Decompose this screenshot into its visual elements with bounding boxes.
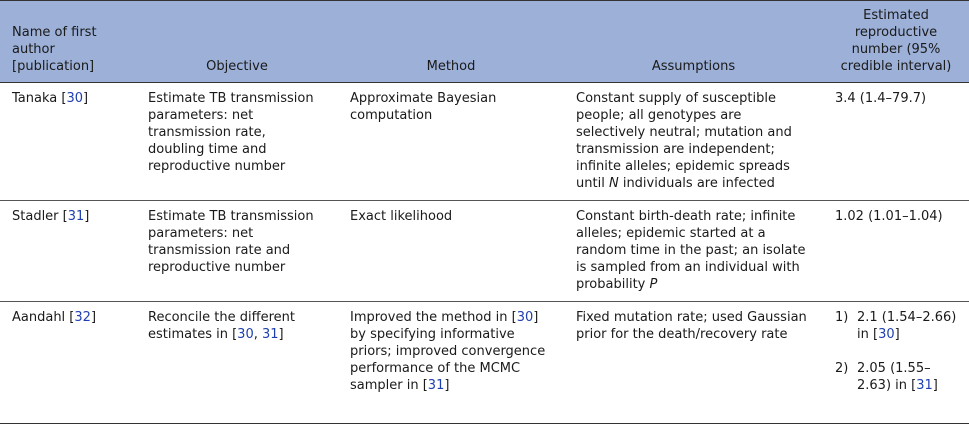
assumptions-cell: Constant birth-death rate; infinite alleles; epidemic started at a random time in the past; an isolate is sampled from an individual with probability P	[564, 201, 823, 302]
author-cell: Aandahl [32]	[0, 302, 136, 424]
author-name: Stadler	[12, 209, 59, 224]
author-name: Tanaka	[12, 91, 58, 106]
header-objective: Objective	[136, 1, 338, 83]
citation-link[interactable]: 31	[261, 327, 279, 342]
citation-link[interactable]: 31	[427, 378, 445, 393]
assumptions-cell: Fixed mutation rate; used Gaussian prior for the death/recovery rate	[564, 302, 823, 424]
estimate-list-item: 1) 2.1 (1.54–2.66) in [30]	[835, 310, 957, 342]
method-cell: Approximate Bayesian computation	[338, 83, 564, 201]
objective-cell: Reconcile the different estimates in [30, 31]	[136, 302, 338, 424]
assumptions-cell: Constant supply of susceptible people; all genotypes are selectively neutral; mutation and transmission are independent; infinite alleles; epidemic spreads until N individuals are infected	[564, 83, 823, 201]
table-row	[0, 83, 969, 201]
citation-link[interactable]: 30	[878, 327, 895, 342]
author-name: Aandahl	[12, 310, 66, 325]
citation-link[interactable]: 31	[916, 378, 933, 393]
table-row	[0, 201, 969, 302]
table-row	[0, 302, 969, 424]
header-estimate: Estimated reproductive number (95% credible interval)	[823, 1, 969, 83]
citation-link[interactable]: 30	[237, 327, 254, 342]
header-assumptions: Assumptions	[564, 1, 823, 83]
variable-p: P	[649, 277, 658, 292]
objective-cell: Estimate TB transmission parameters: net transmission rate, doubling time and reproductive number	[136, 83, 338, 201]
author-cell: Stadler [31]	[0, 201, 136, 302]
citation-link[interactable]: 32	[74, 310, 91, 325]
method-cell: Exact likelihood	[338, 201, 564, 302]
method-cell: Improved the method in [30] by specifying informative priors; improved convergence performance of the MCMC sampler in [31]	[338, 302, 564, 424]
citation-link[interactable]: 30	[516, 310, 534, 325]
header-author: Name of first author [publication]	[0, 1, 136, 83]
variable-n: N	[608, 176, 619, 191]
citation-link[interactable]: 31	[67, 209, 85, 224]
table-header	[0, 1, 969, 83]
citation-link[interactable]: 30	[66, 91, 83, 106]
author-cell: Tanaka [30]	[0, 83, 136, 201]
estimate-list-item: 2) 2.05 (1.55–2.63) in [31]	[835, 361, 938, 393]
estimate-cell	[823, 302, 969, 424]
header-method: Method	[338, 1, 564, 83]
estimate-cell: 1.02 (1.01–1.04)	[823, 201, 969, 302]
estimate-cell: 3.4 (1.4–79.7)	[823, 83, 969, 201]
objective-cell: Estimate TB transmission parameters: net transmission rate and reproductive number	[136, 201, 338, 302]
